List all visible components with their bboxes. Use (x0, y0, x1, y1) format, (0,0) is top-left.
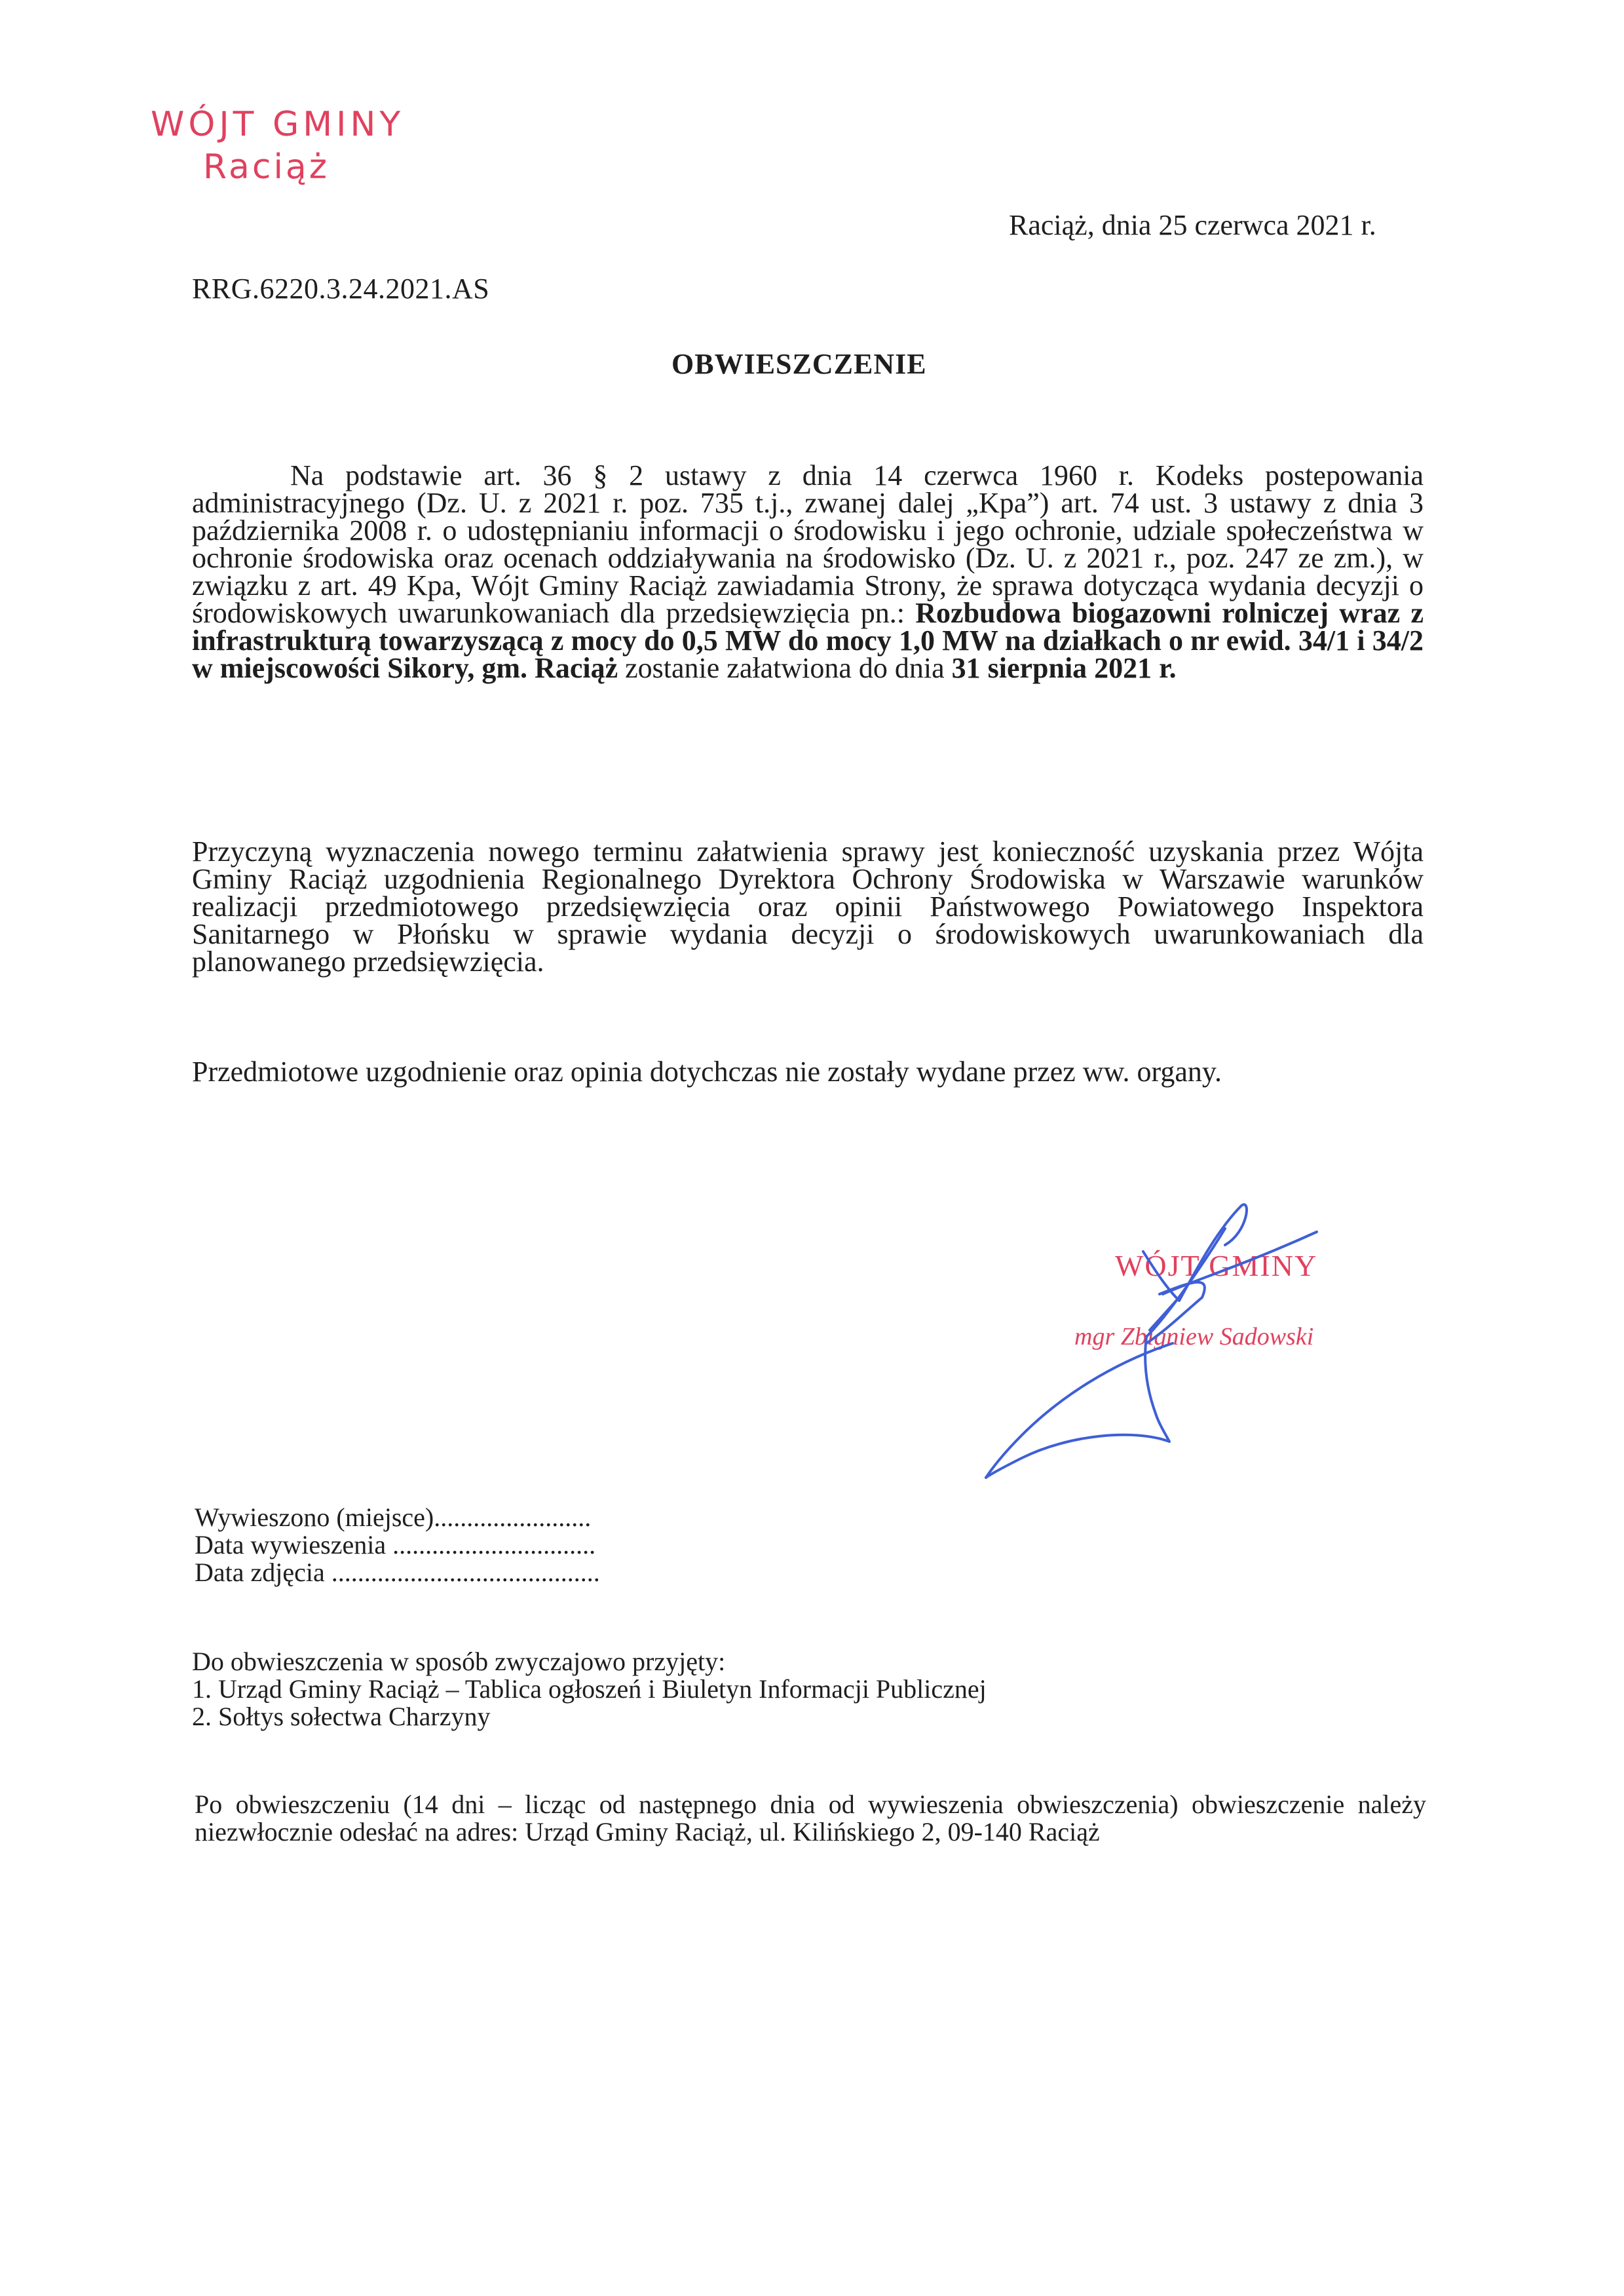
stamp-line-place: Raciąż (203, 147, 330, 187)
distribution-list (192, 1648, 987, 1731)
settlement-text: zostanie załatwiona do dnia (618, 652, 952, 684)
return-instructions (195, 1791, 1426, 1846)
posting-place-label: Wywieszono (miejsce) (195, 1502, 434, 1532)
removal-date-line (195, 1559, 600, 1586)
paragraph-legal-basis (192, 459, 1424, 684)
posting-record (195, 1504, 600, 1586)
distribution-intro: Do obwieszczenia w sposób zwyczajowo przyjęty: (192, 1647, 726, 1676)
handwritten-signature-icon (983, 1166, 1507, 1481)
posting-place-line (195, 1504, 600, 1531)
reference-number: RRG.6220.3.24.2021.AS (192, 273, 490, 305)
distribution-item: 1. Urząd Gminy Raciąż – Tablica ogłoszeń i Biuletyn Informacji Publicznej (192, 1674, 987, 1704)
place-and-date: Raciąż, dnia 25 czerwca 2021 r. (1009, 209, 1376, 241)
removal-date-field: ......................................... (324, 1558, 600, 1587)
posting-date-line (195, 1531, 600, 1559)
deadline-date: 31 sierpnia 2021 r. (951, 652, 1177, 684)
signature-stamp-name: mgr Zbigniew Sadowski (1074, 1323, 1314, 1350)
posting-date-field: ............................... (386, 1530, 596, 1559)
signature-block (983, 1166, 1507, 1481)
paragraph-reason (192, 835, 1424, 978)
removal-date-label: Data zdjęcia (195, 1558, 325, 1587)
posting-place-field: ........................ (434, 1502, 592, 1532)
status-text: Przedmiotowe uzgodnienie oraz opinia dotychczas nie zostały wydane przez ww. organy. (192, 1056, 1222, 1088)
legal-basis-text: Na podstawie art. 36 § 2 ustawy z dnia 14 czerwca 1960 r. Kodeks postepowania administracyjnego (Dz. U. z 2021 r. poz. 735 t.j., zwanej dalej „Kpa”) art. 74 ust. 3 ustawy z dnia 3 października 2008 r. o udostępnianiu informacji o środowisku i jego ochronie, udziale społeczeństwa w ochronie środowiska oraz ocenach oddziaływania na środowisko (Dz. U. z 2021 r., poz. 247 ze zm.), w związku z art. 49 Kpa, Wójt Gminy Raciąż zawiadamia Strony, że sprawa dotycząca wydania decyzji o środowiskowych uwarunkowaniach dla przedsięwzięcia pn.: (192, 459, 1424, 629)
paragraph-status (192, 1058, 1424, 1086)
project-name: Rozbudowa biogazowni rolniczej wraz z infrastrukturą towarzyszącą z mocy do 0,5 MW do mocy 1,0 MW na działkach o nr ewid. 34/1 i 34/2 w miejscowości Sikory, gm. Raciąż (192, 597, 1424, 684)
document-title: OBWIESZCZENIE (671, 348, 927, 380)
return-instructions-text: Po obwieszczeniu (14 dni – licząc od następnego dnia od wywieszenia obwieszczenia) obwieszczenie należy niezwłocznie odesłać na adres: Urząd Gminy Raciąż, ul. Kilińskiego 2, 09-140 Raciąż (195, 1789, 1426, 1846)
distribution-item: 2. Sołtys sołectwa Charzyny (192, 1702, 491, 1731)
stamp-line-title: WÓJT GMINY (151, 105, 405, 144)
office-stamp (151, 105, 404, 190)
posting-date-label: Data wywieszenia (195, 1530, 387, 1559)
signature-stamp-title: WÓJT GMINY (1115, 1249, 1318, 1282)
reason-text: Przyczyną wyznaczenia nowego terminu załatwienia sprawy jest konieczność uzyskania przez Wójta Gminy Raciąż uzgodnienia Regionalnego Dyrektora Ochrony Środowiska w Warszawie warunków realizacji przedmiotowego przedsięwzięcia oraz opinii Państwowego Powiatowego Inspektora Sanitarnego w Płońsku w sprawie wydania decyzji o środowiskowych uwarunkowaniach dla planowanego przedsięwzięcia. (192, 835, 1424, 978)
